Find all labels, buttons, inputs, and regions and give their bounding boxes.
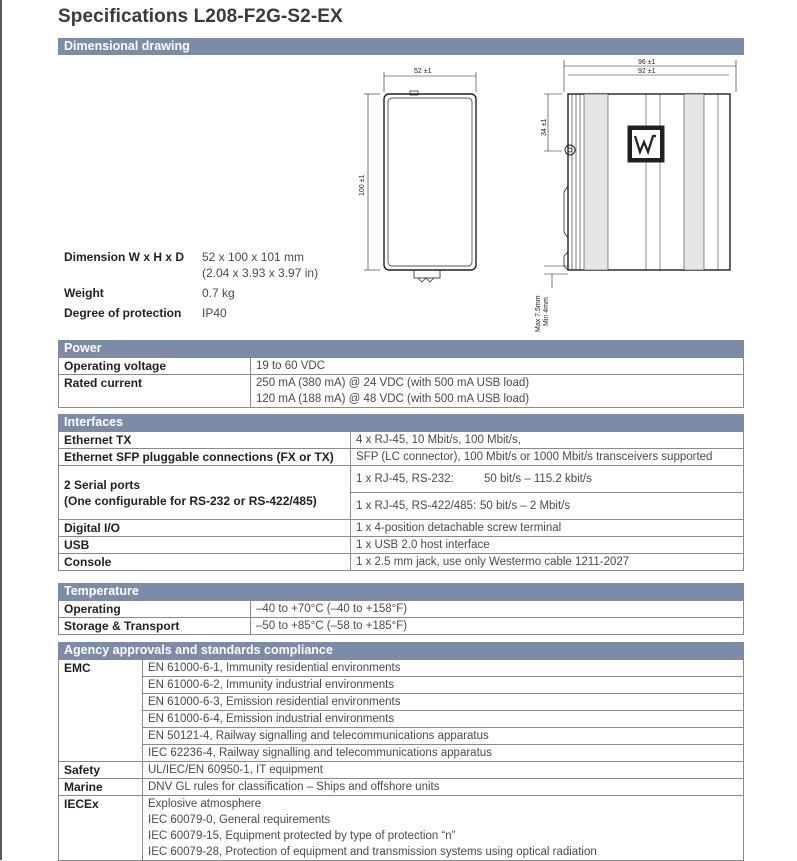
section-header-agency: Agency approvals and standards compliance — [58, 642, 744, 659]
spec-label: Digital I/O — [59, 520, 351, 537]
dimension-value: 52 x 100 x 101 mm — [202, 250, 305, 264]
weight-label: Weight — [64, 286, 104, 300]
weight-value: 0.7 kg — [202, 286, 235, 300]
serial-rs422-rate: 50 bit/s – 2 Mbit/s — [480, 500, 571, 512]
page-title: Specifications L208-F2G-S2-EX — [58, 6, 343, 27]
spec-value: DNV GL rules for classification – Ships and offshore units — [143, 779, 744, 796]
table-row — [59, 762, 744, 779]
spec-value: 1 x 4-position detachable screw terminal — [351, 520, 744, 537]
table-row — [59, 796, 744, 861]
dimension-value-inches: (2.04 x 3.93 x 3.97 in) — [202, 266, 319, 280]
iecex-line: IEC 60079-15, Equipment protected by type of protection “n” — [148, 830, 456, 842]
rated-current-24v: 250 mA (380 mA) @ 24 VDC (with 500 mA USB load) — [256, 377, 530, 389]
dim-label-depth-inner: 92 ±1 — [638, 68, 656, 75]
spec-value: UL/IEC/EN 60950-1, IT equipment — [143, 762, 744, 779]
table-row — [59, 660, 744, 677]
spec-value: EN 61000-6-1, Immunity residential environments — [143, 660, 744, 677]
dim-label-width: 52 ±1 — [414, 68, 432, 75]
table-row — [59, 449, 744, 466]
table-row — [59, 711, 744, 728]
table-row — [59, 466, 744, 520]
spec-label: Safety — [59, 762, 143, 779]
spec-label: Rated current — [59, 375, 251, 408]
spec-value: 1 x 2.5 mm jack, use only Westermo cable 1211-2027 — [351, 554, 744, 571]
spec-value: –50 to +85°C (–58 to +185°F) — [251, 618, 744, 635]
dim-label-depth-outer: 96 ±1 — [638, 59, 656, 66]
serial-rs232-rate: 50 bit/s – 115.2 kbit/s — [484, 473, 592, 485]
spec-label: Ethernet TX — [59, 432, 351, 449]
spec-value: IEC 62236-4, Railway signalling and telecommunications apparatus — [143, 745, 744, 762]
section-header-interfaces: Interfaces — [58, 414, 744, 431]
serial-rs232-line — [351, 466, 743, 493]
spec-label — [59, 466, 351, 520]
spec-label: Storage & Transport — [59, 618, 251, 635]
spec-label: Console — [59, 554, 351, 571]
spec-value: EN 50121-4, Railway signalling and telecommunications apparatus — [143, 728, 744, 745]
iecex-line: Explosive atmosphere — [148, 798, 262, 810]
table-row — [59, 694, 744, 711]
spec-label: IECEx — [59, 796, 143, 861]
power-table — [58, 357, 744, 408]
side-view — [544, 60, 736, 288]
section-header-temperature: Temperature — [58, 583, 744, 600]
rated-current-48v: 120 mA (188 mA) @ 48 VDC (with 500 mA USB load) — [256, 393, 530, 405]
serial-rs422-port: 1 x RJ-45, RS-422/485: — [356, 500, 477, 512]
section-header-dimensional: Dimensional drawing — [58, 38, 744, 55]
spec-label: Operating voltage — [59, 358, 251, 375]
table-row — [59, 677, 744, 694]
spec-label: USB — [59, 537, 351, 554]
dim-label-top-offset: 34 ±1 — [541, 118, 548, 136]
table-row — [59, 728, 744, 745]
table-row — [59, 745, 744, 762]
spec-value — [251, 375, 744, 408]
dim-note-min: Min 4mm — [543, 297, 550, 326]
table-row — [59, 358, 744, 375]
spec-value: 19 to 60 VDC — [251, 358, 744, 375]
protection-value: IP40 — [202, 306, 227, 320]
spec-value: EN 61000-6-4, Emission industrial environments — [143, 711, 744, 728]
table-row — [59, 554, 744, 571]
iecex-line: IEC 60079-28, Protection of equipment and transmission systems using optical radiation — [148, 846, 597, 858]
front-view — [364, 72, 476, 282]
spec-value: 4 x RJ-45, 10 Mbit/s, 100 Mbit/s, — [351, 432, 744, 449]
spec-value: –40 to +70°C (–40 to +158°F) — [251, 601, 744, 618]
spec-value — [143, 796, 744, 861]
table-row — [59, 432, 744, 449]
table-row — [59, 537, 744, 554]
section-header-power: Power — [58, 340, 744, 357]
spec-value: SFP (LC connector), 100 Mbit/s or 1000 Mbit/s transceivers supported — [351, 449, 744, 466]
table-row — [59, 375, 744, 408]
table-row — [59, 618, 744, 635]
device-drawing-svg — [58, 56, 744, 338]
spec-label: EMC — [59, 660, 143, 762]
serial-rs232-port: 1 x RJ-45, RS-232: — [356, 473, 454, 485]
serial-ports-label: 2 Serial ports — [64, 477, 141, 492]
table-row — [59, 779, 744, 796]
spec-label: Operating — [59, 601, 251, 618]
dimension-label: Dimension W x H x D — [64, 250, 185, 264]
serial-rs422-line — [356, 493, 738, 519]
serial-ports-sublabel: (One configurable for RS-232 or RS-422/485) — [64, 493, 317, 508]
spec-value: 1 x USB 2.0 host interface — [351, 537, 744, 554]
temperature-table — [58, 600, 744, 635]
table-row — [59, 520, 744, 537]
spec-value: EN 61000-6-3, Emission residential environments — [143, 694, 744, 711]
page-left-rule — [0, 0, 2, 860]
table-row — [59, 601, 744, 618]
spec-value — [351, 466, 744, 520]
dim-label-height: 100 ±1 — [359, 174, 366, 196]
spec-label: Ethernet SFP pluggable connections (FX or TX) — [59, 449, 351, 466]
spec-value: EN 61000-6-2, Immunity industrial environments — [143, 677, 744, 694]
agency-table — [58, 659, 744, 861]
spec-label: Marine — [59, 779, 143, 796]
iecex-line: IEC 60079-0, General requirements — [148, 814, 331, 826]
dimensional-drawing — [58, 56, 744, 338]
dim-note-max: Max 7.5mm — [535, 295, 542, 332]
interfaces-table — [58, 431, 744, 571]
protection-label: Degree of protection — [64, 306, 182, 320]
